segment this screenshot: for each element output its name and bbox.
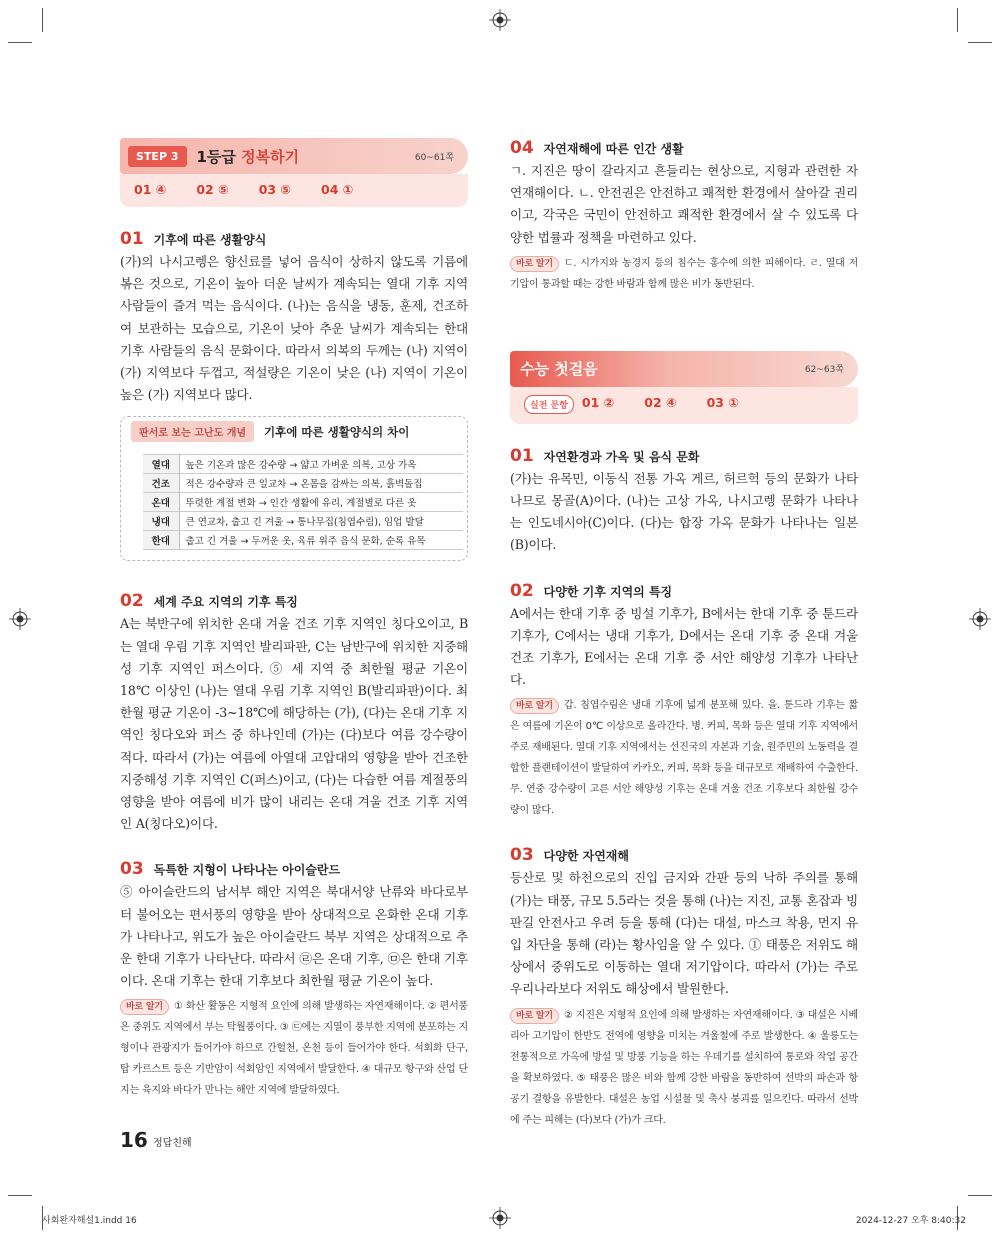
- question-title: 자연환경과 가옥 및 음식 문화: [543, 449, 700, 464]
- question-number: 04: [510, 138, 534, 158]
- table-key: 한대: [143, 531, 179, 550]
- suneung-question-01: [510, 446, 858, 557]
- step-label: STEP 3: [128, 146, 187, 167]
- registration-mark-icon: [489, 9, 511, 31]
- question-03: [120, 859, 468, 1101]
- question-title: 독특한 지형이 나타나는 아이슬란드: [153, 863, 341, 878]
- right-column: [510, 138, 858, 1131]
- answer-key: [510, 387, 858, 424]
- registration-mark-icon: [9, 608, 31, 630]
- concept-box: [120, 416, 468, 561]
- answer-item: 03 ⑤: [258, 182, 292, 197]
- concept-title: 기후에 따른 생활양식의 차이: [264, 424, 410, 439]
- registration-mark-icon: [489, 1207, 511, 1229]
- table-value: 높은 기온과 많은 강수량 → 얇고 가벼운 의복, 고상 가옥: [179, 455, 463, 474]
- slug-date: 2024-12-27 오후 8:40:32: [855, 1216, 966, 1226]
- left-column: [120, 138, 468, 1101]
- crop-mark: [968, 1195, 992, 1196]
- quick-note-text: 갑. 침엽수림은 냉대 기후에 넓게 분포해 있다. 을. 툰드라 기후는 짧은 여름에 기온이 0℃ 이상으로 올라간다. 병. 커피, 목화 등은 열대 기후 지역에서 주로 재배된다. 열대 기후 지역에서는 선진국의 자본과 기술, 원주민의 노동력을 결합한 플랜테이션이 발달하여 카카오, 커피, 목화 등을 대규모로 재배하여 수출한다. 무. 연중 강수량이 고른 서안 해양성 기후는 온대 겨울 건조 기후보다 최한월 강수량이 많다.: [510, 700, 858, 817]
- question-number: 02: [510, 580, 534, 601]
- answer-item: 02 ④: [644, 394, 677, 410]
- question-title: 다양한 기후 지역의 특징: [543, 584, 673, 599]
- question-title: 자연재해에 따른 인간 생활: [543, 142, 684, 156]
- concept-tag: 판서로 보는 고난도 개념: [131, 421, 254, 442]
- practice-tag: 실전 문항: [524, 395, 574, 414]
- section-title: [197, 146, 300, 167]
- question-title: 기후에 따른 생활양식: [153, 233, 267, 247]
- crop-mark: [8, 1195, 32, 1196]
- question-number: 01: [120, 229, 144, 249]
- explanation-text: A에서는 한대 기후 중 빙설 기후가, B에서는 한대 기후 중 툰드라 기후가, C에서는 냉대 기후가, D에서는 온대 기후 중 온대 겨울 건조 기후가, E에서는 온대 기후 중 서안 해양성 기후가 나타난다.: [510, 605, 858, 688]
- quick-note-chip: 바로 알기: [510, 698, 559, 714]
- quick-note: [510, 695, 858, 821]
- answer-item: 01 ④: [134, 182, 167, 197]
- quick-note-text: ㄷ. 시가지와 농경지 등의 침수는 홍수에 의한 피해이다. ㄹ. 열대 저기압이 통과할 때는 강한 바람과 함께 많은 비가 동반된다.: [510, 257, 858, 290]
- table-key: 냉대: [143, 512, 179, 531]
- question-title: 다양한 자연재해: [543, 849, 629, 864]
- question-01: [120, 229, 468, 406]
- quick-note: [120, 996, 468, 1101]
- page-number: 16: [120, 1128, 148, 1152]
- climate-table: [143, 454, 463, 550]
- explanation-text: (가)의 나시고렝은 향신료를 넣어 음식이 상하지 않도록 기름에 볶은 것으로, 기온이 높아 더운 날씨가 계속되는 열대 기후 지역 사람들이 즐겨 먹는 음식이다. (나)는 음식을 냉동, 훈제, 건조하여 보관하는 모습으로, 기온이 낮아 추운 날씨가 계속되는 한대 기후 사람들의 음식 문화이다. 따라서 의복의 두께는 (나) 지역이 (가) 지역보다 두껍고, 적설량은 기온이 낮은 (나) 지역이 기온이 높은 (가) 지역보다 많다.: [120, 254, 468, 403]
- table-value: 큰 연교차, 춥고 긴 겨울 → 통나무집(침엽수림), 임업 발달: [179, 512, 463, 531]
- quick-note-text: ② 지진은 지형적 요인에 의해 발생하는 자연재해이다. ③ 대설은 시베리아 고기압이 한반도 전역에 영향을 미치는 겨울철에 주로 발생한다. ④ 울릉도는 전통적으로 가옥에 방설 및 방풍 기능을 하는 우데기를 설치하여 통로와 작업 공간을 확보하였다. ⑤ 태풍은 많은 비와 함께 강한 바람을 동반하여 선박의 파손과 항공기 결항을 유발한다. 대설은 농업 시설물 및 축사 붕괴를 일으킨다. 따라서 선박에 주는 피해는 (다)보다 (가)가 크다.: [510, 1009, 858, 1126]
- quick-note-chip: 바로 알기: [510, 256, 559, 272]
- table-value: 적은 강수량과 큰 일교차 → 온몸을 감싸는 의복, 흙벽돌집: [179, 474, 463, 493]
- table-row: [143, 474, 463, 493]
- question-02: [120, 591, 468, 835]
- question-title: 세계 주요 지역의 기후 특징: [153, 595, 298, 610]
- table-key: 건조: [143, 474, 179, 493]
- table-row: [143, 493, 463, 512]
- crop-mark: [968, 42, 992, 43]
- table-row: [143, 455, 463, 474]
- table-row: [143, 531, 463, 550]
- suneung-section: [510, 351, 858, 424]
- page-reference: 60~61쪽: [414, 152, 454, 163]
- question-number: 03: [120, 859, 144, 880]
- slug-file: 사회완자해설1.indd 16: [42, 1216, 137, 1226]
- question-number: 02: [120, 591, 144, 612]
- registration-mark-icon: [969, 608, 991, 630]
- crop-mark: [957, 8, 958, 32]
- explanation-text: A는 북반구에 위치한 온대 겨울 건조 기후 지역인 칭다오이고, B는 열대 우림 기후 지역인 발리파판, C는 남반구에 위치한 지중해성 기후 지역인 퍼스이다. ⑤ 세 지역 중 최한월 평균 기온이 18℃ 이상인 (나)는 열대 우림 기후 지역인 B(발리파판)이다. 최한월 평균 기온이 -3~18℃에 해당하는 (가), (다)는 온대 기후 지역인 칭다오와 퍼스 중 하나인데 (가)는 (다)보다 여름 강수량이 적다. 따라서 (가)는 여름에 아열대 고압대의 영향을 받아 건조한 지중해성 기후 지역인 C(퍼스)이고, (다)는 다습한 여름 계절풍의 영향을 받아 여름에 비가 많이 내리는 온대 겨울 건조 기후 지역인 A(칭다오)이다.: [120, 616, 468, 832]
- quick-note-chip: 바로 알기: [120, 999, 169, 1015]
- suneung-banner: [510, 351, 858, 387]
- explanation-text: ⑤ 아이슬란드의 남서부 해안 지역은 북대서양 난류와 바다로부터 불어오는 편서풍의 영향을 받아 상대적으로 온화한 온대 기후가 나타나고, 위도가 높은 아이슬란드 북부 지역은 상대적으로 추운 한대 기후가 나타난다. 따라서 ㉣은 온대 기후, ㉤은 한대 기후이다. 온대 기후는 한대 기후보다 최한월 평균 기온이 높다.: [120, 884, 468, 989]
- quick-note: [510, 253, 858, 295]
- table-value: 춥고 긴 겨울 → 두꺼운 옷, 육류 위주 음식 문화, 순록 유목: [179, 531, 463, 550]
- table-key: 온대: [143, 493, 179, 512]
- crop-mark: [8, 42, 32, 43]
- explanation-text: (가)는 유목민, 이동식 전통 가옥 게르, 허르헉 등의 문화가 나타나므로 몽골(A)이다. (나)는 고상 가옥, 나시고렝 문화가 나타나는 인도네시아(C)이다. (다)는 합장 가옥 문화가 나타나는 일본(B)이다.: [510, 470, 858, 553]
- question-number: 01: [510, 445, 534, 466]
- footer-label: 정답친해: [153, 1138, 192, 1149]
- answer-key: [120, 174, 468, 207]
- table-key: 열대: [143, 455, 179, 474]
- quick-note: [510, 1005, 858, 1131]
- question-04: [510, 138, 858, 295]
- explanation-text: 등산로 및 하천으로의 진입 금지와 간판 등의 낙하 주의를 통해 (가)는 태풍, 규모 5.5라는 것을 통해 (나)는 지진, 교통 혼잡과 빙판길 안전사고 우려 등을 통해 (다)는 대설, 마스크 착용, 먼지 유입 차단을 통해 (라)는 황사임을 알 수 있다. ① 태풍은 저위도 해상에서 중위도로 이동하는 열대 저기압이다. 따라서 (가)는 주로 우리나라보다 저위도 해상에서 발원한다.: [510, 870, 858, 997]
- suneung-question-02: [510, 581, 858, 822]
- suneung-question-03: [510, 845, 858, 1130]
- table-row: [143, 512, 463, 531]
- crop-mark: [42, 8, 43, 32]
- quick-note-chip: 바로 알기: [510, 1008, 559, 1024]
- answer-item: 02 ⑤: [196, 182, 229, 197]
- table-value: 뚜렷한 계절 변화 → 인간 생활에 유리, 계절별로 다른 옷: [179, 493, 463, 512]
- step3-banner: [120, 138, 468, 174]
- explanation-text: ㄱ. 지진은 땅이 갈라지고 흔들리는 현상으로, 지형과 관련한 자연재해이다. ㄴ. 안전권은 안전하고 쾌적한 환경에서 살아갈 권리이고, 각국은 국민이 안전하고 쾌적한 환경에서 살 수 있도록 다양한 법률과 정책을 마련하고 있다.: [510, 163, 858, 245]
- section-title: 수능 첫걸음: [520, 360, 598, 379]
- answer-item: 03 ①: [706, 394, 739, 410]
- answer-item: 04 ①: [321, 182, 354, 197]
- question-number: 03: [510, 845, 534, 866]
- section-title-pre: 1등급: [196, 147, 242, 166]
- answer-item: 01 ②: [581, 394, 615, 410]
- page-reference: 62~63쪽: [804, 365, 844, 376]
- quick-note-text: ① 화산 활동은 지형적 요인에 의해 발생하는 자연재해이다. ② 편서풍은 중위도 지역에서 부는 탁월풍이다. ③ ㉢에는 지열이 풍부한 지역에 분포하는 지형이나 관광지가 들어가야 하므로 간헐천, 온천 등이 들어가야 한다. 석회화 단구, 탑 카르스트 등은 기반암이 석회암인 지역에서 발달한다. ④ 대규모 항구와 산업 단지는 육지와 바다가 만나는 해안 지역에 발달하였다.: [120, 1001, 468, 1097]
- section-title-highlight: 정복하기: [241, 147, 300, 166]
